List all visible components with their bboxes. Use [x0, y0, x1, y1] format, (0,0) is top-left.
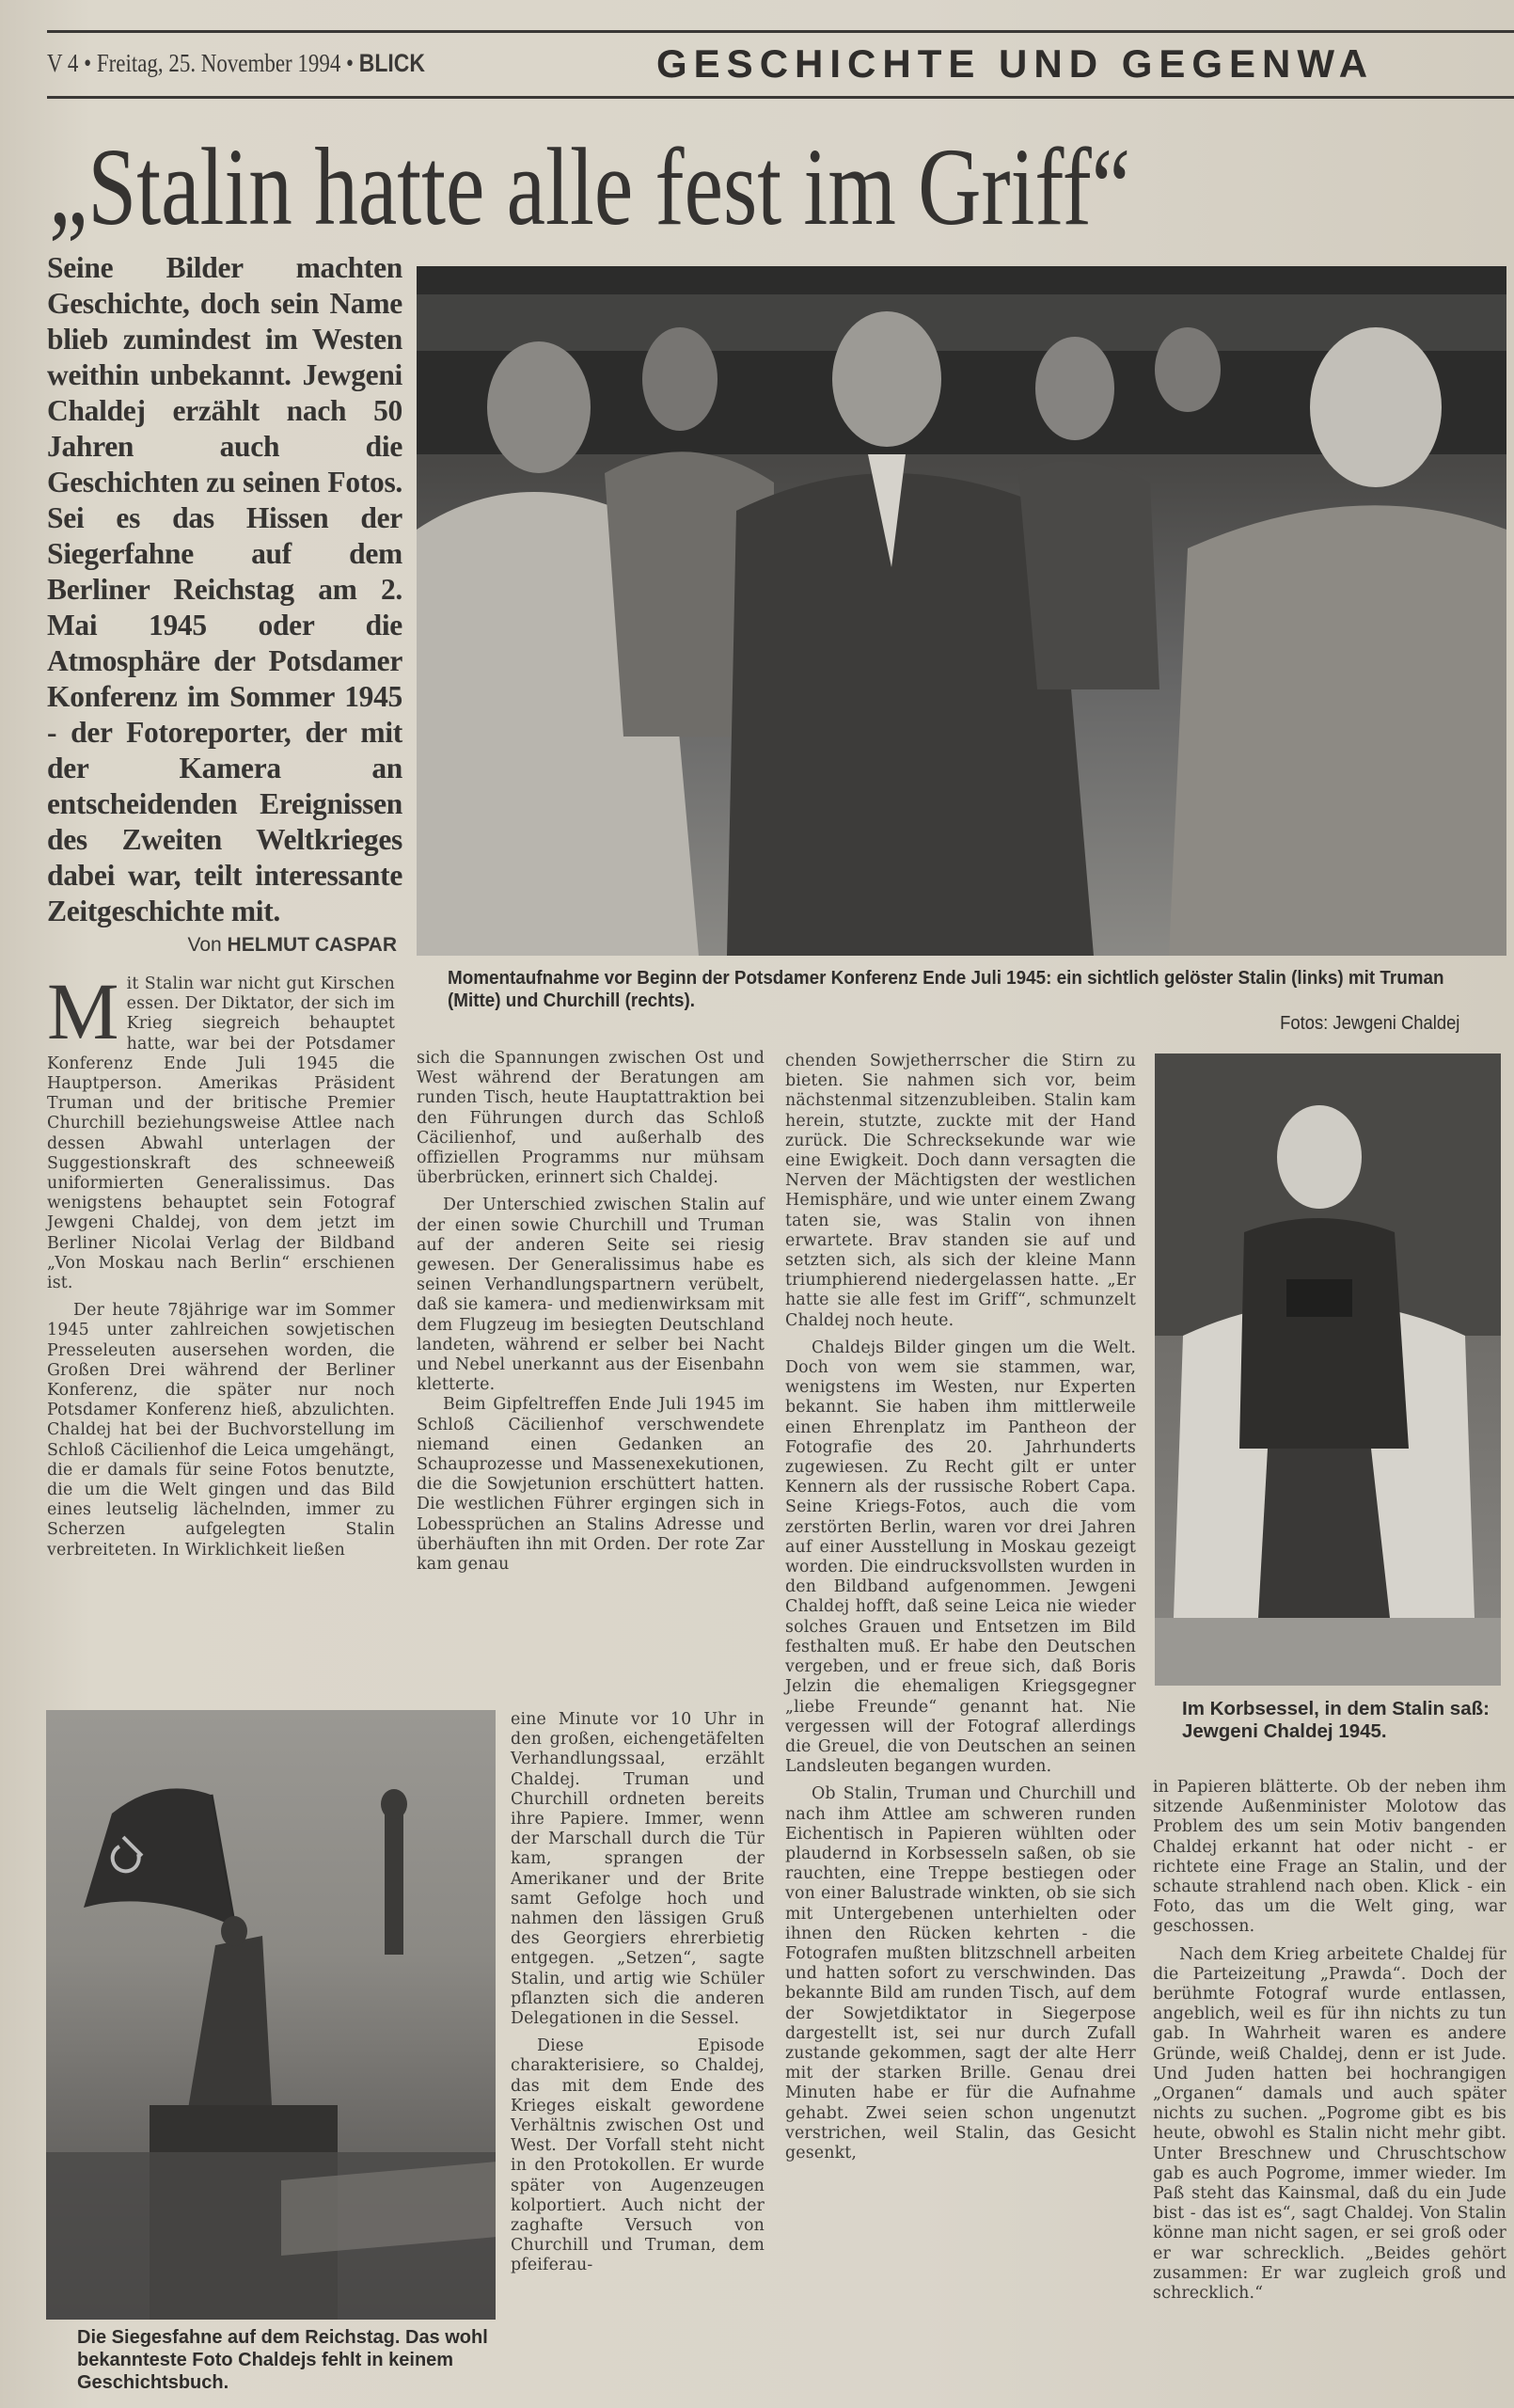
paragraph: Beim Gipfeltreffen Ende Juli 1945 im Schloß Cäcilienhof verschwendete niemand einen Gedanken an Schauprozesse und Massenexekutionen, die die Sowjetunion erschüttert hatten. Die westlichen Führer ergingen sich in Lobessprüchen an Stalins Adresse und überhäuften ihn mit Orden. Der rote Zar kam genau: [417, 1395, 765, 1575]
paragraph: Diese Episode charakterisiere, so Chaldej, das mit dem Ende des Krieges eiskalt gewordene Verhältnis zwischen Ost und West. Der Vorfall steht nicht in den Protokollen. Er wurde später von Augenzeugen kolportiert. Auch nicht der zaghafte Versuch von Churchill und Truman, dem pfeiferau-: [511, 2036, 765, 2275]
article-column-3: [785, 1052, 1136, 2163]
top-rule: [47, 30, 1514, 33]
flag-scene: [46, 1710, 496, 2320]
lead-paragraph: Seine Bilder machten Geschichte, doch sein Name blieb zumindest im Westen weithin unbekannt. Jewgeni Chaldej erzählt nach 50 Jahren auch die Geschichten zu seinen Fotos. Sei es das Hissen der Siegerfahne auf dem Berliner Reichstag am 2. Mai 1945 oder die Atmosphäre der Potsdamer Konferenz im Sommer 1945 - der Fotoreporter, der mit der Kamera an entscheidenden Ereignissen des Zweiten Weltkrieges dabei war, teilt interessante Zeitgeschichte mit.: [47, 251, 402, 927]
byline-prefix: Von: [187, 934, 222, 956]
paragraph: sich die Spannungen zwischen Ost und West während der Beratungen am runden Tisch, heute Hauptattraktion bei den Führungen durch das Schloß Cäcilienhof, und außerhalb des offiziellen Programms nur mühsam überbrücken, erinnert sich Chaldej.: [417, 1049, 765, 1188]
paragraph: Ob Stalin, Truman und Churchill und nach ihm Attlee am schweren runden Eichentisch in Papieren wühlten oder plaudernd in Korbsesseln saßen, ob sie rauchten, eine Treppe bestiegen oder von einer Balustrade winkten, ob sie sich mit Untergebenen unterhielten oder ihnen den Rücken kehrten - die Fotografen mußten blitzschnell arbeiten und hatten sofort zu verschwinden. Das bekannte Bild am runden Tisch, auf dem der Sowjetdiktator in Siegerpose dargestellt ist, sei nur durch Zufall zustande gekommen, sagt der alte Herr mit der starken Brille. Genau drei Minuten habe er für die Aufnahme gehabt. Zwei seien schon ungenutzt verstrichen, weil Stalin, das Gesicht gesenkt,: [785, 1784, 1136, 2162]
reichstag-flag-photo: [46, 1710, 496, 2320]
photo-figures: [417, 266, 1506, 956]
paragraph: Chaldejs Bilder gingen um die Welt. Doch von wem sie stammen, war, wenigstens im Westen, nur Experten bekannt. Sie haben ihm mittlerweile einen Ehrenplatz im Pantheon der Fotografie des 20. Jahrhunderts zugewiesen. Zu Recht gilt er unter Kennern als der russische Robert Capa. Seine Kriegs-Fotos, auch die vom zerstörten Berlin, waren vor drei Jahren auf einer Ausstellung in Moskau gezeigt worden. Die eindrucksvollsten wurden in den Bildband aufgenommen. Jewgeni Chaldej hofft, daß seine Leica nie wieder solches Grauen und Entsetzen im Bild festhalten muß. Er habe den Deutschen vergeben, und er freue sich, daß Boris Jelzin die ehemaligen Kriegsgegner „liebe Freunde“ genannt hat. Nie vergessen will der Fotograf allerdings die Greuel, die von Deutschen an seinen Landsleuten begangen wurden.: [785, 1338, 1136, 1777]
paragraph: Der heute 78jährige war im Sommer 1945 unter zahlreichen sowjetischen Presseleuten ausersehen worden, die Großen Drei während der Berliner Konferenz, die später nur noch Potsdamer Konferenz hieß, abzulichten. Chaldej hat bei der Buchvorstellung im Schloß Cäcilienhof die Leica umgehängt, die er damals für seine Fotos benutzte, die um die Welt gingen und das Bild eines leutselig lächelnden, immer zu Scherzen aufgelegten Stalin verbreiteten. In Wirklichkeit ließen: [47, 1301, 395, 1560]
header-rule: [47, 96, 1514, 99]
article-column-2: [417, 1049, 765, 1575]
article-column-2-narrow: [511, 1710, 765, 2276]
left-column-flow: [47, 250, 402, 1560]
portrait-figure: [1155, 1054, 1501, 1686]
headline: „Stalin hatte alle fest im Griff“: [49, 125, 1131, 248]
section-title: GESCHICHTE UND GEGENWA: [656, 41, 1375, 86]
main-photo-caption: [448, 967, 1459, 1035]
author-name: HELMUT CASPAR: [227, 934, 397, 956]
chaldej-portrait-photo: [1155, 1054, 1501, 1686]
paragraph: in Papieren blätterte. Ob der neben ihm sitzende Außenminister Molotow das Problem des um sein Motiv bangenden Chaldej erkannt hat oder nicht - er richtete eine Frage an Stalin, und der schaute strahlend nach oben. Klick - ein Foto, das um die Welt ging, war geschossen.: [1153, 1778, 1506, 1937]
paragraph: it Stalin war nicht gut Kirschen essen. Der Diktator, der sich im Krieg siegreich behauptet hatte, war bei der Potsdamer Konferenz Ende Juli 1945 die Hauptperson. Amerikas Präsident Truman und der britische Premier Churchill beziehungsweise Attlee nach dessen Abwahl unterlagen der Suggestionskraft des schneeweiß uniformierten Generalissimus. Das wenigstens behauptet sein Fotograf Jewgeni Chaldej, von dem jetzt im Berliner Nicolai Verlag der Bildband „Von Moskau nach Berlin“ erschienen ist.: [47, 974, 395, 1293]
paragraph: chenden Sowjetherrscher die Stirn zu bieten. Sie nahmen sich vor, beim nächstenmal sitzenzubleiben. Stalin kam herein, stutzte, zuckte mit der Hand zurück. Die Schrecksekunde war wie eine Ewigkeit. Doch dann versagten die Nerven der Mächtigsten der westlichen Hemisphäre, und wie unter einem Zwang taten sie, was Stalin von ihnen erwartete. Brav standen sie auf und setzten sich, als sich der kleine Mann triumphierend niedergelassen hatte. „Er hatte sie alle fest im Griff“, schmunzelt Chaldej noch heute.: [785, 1052, 1136, 1330]
photo-credit: Fotos: Jewgeni Chaldej: [1280, 1013, 1460, 1034]
flag-photo-caption: Die Siegesfahne auf dem Reichstag. Das wohl bekannteste Foto Chaldejs fehlt in keinem Geschichtsbuch.: [77, 2327, 488, 2393]
article-column-4: [1153, 1778, 1506, 2304]
drop-cap: M: [47, 966, 119, 1056]
paper-name: BLICK: [358, 49, 425, 77]
dateline: [47, 49, 425, 78]
byline: [47, 933, 397, 958]
article-column-1: [47, 966, 395, 1560]
caption-text: Momentaufnahme vor Beginn der Potsdamer Konferenz Ende Juli 1945: ein sichtlich gelöster Stalin (links) mit Truman (Mitte) und Churchill (rechts).: [448, 967, 1444, 1011]
portrait-photo-caption: Im Korbsessel, in dem Stalin saß: Jewgeni Chaldej 1945.: [1182, 1698, 1490, 1742]
dateline-text: V 4 • Freitag, 25. November 1994 •: [47, 49, 355, 77]
potsdam-conference-photo: [417, 266, 1506, 956]
paragraph: eine Minute vor 10 Uhr in den großen, eichengetäfelten Verhandlungssaal, erzählt Chaldej. Truman und Churchill ordneten bereits ihre Papiere. Immer, wenn der Marschall durch die Tür kam, sprangen der Amerikaner und der Brite samt Gefolge hoch und nahmen den lässigen Gruß des Georgiers ehrerbietig entgegen. „Setzen“, sagte Stalin, und artig wie Schüler pflanzten sich die anderen Delegationen in die Sessel.: [511, 1710, 765, 2029]
paragraph: Nach dem Krieg arbeitete Chaldej für die Parteizeitung „Prawda“. Doch der berühmte Fotograf wurde entlassen, angeblich, weil es für ihn nichts zu tun gab. In Wahrheit waren es andere Gründe, weiß Chaldej, denn er ist Jude. Und Juden hatten bei hochrangigen „Organen“ damals und auch später nichts zu suchen. „Pogrome gibt es bis heute, obwohl es Stalin nicht mehr gibt. Unter Breschnew und Chruschtschow gab es auch Pogrome, immer wieder. Im Paß steht das Kainsmal, daß du ein Jude bist - das ist es“, sagt Chaldej. Von Stalin könne man nicht sagen, er sei groß oder er war schrecklich. „Beides gehört zusammen: Er war zugleich groß und schrecklich.“: [1153, 1944, 1506, 2304]
paragraph: Der Unterschied zwischen Stalin auf der einen sowie Churchill und Truman auf der anderen Seite sei riesig gewesen. Der Generalissimus habe es seinen Verhandlungspartnern verübelt, daß sie kamera- und medienwirksam mit dem Flugzeug im besiegten Deutschland landeten, während er selber bei Nacht und Nebel unerkannt aus der Eisenbahn kletterte.: [417, 1196, 765, 1395]
